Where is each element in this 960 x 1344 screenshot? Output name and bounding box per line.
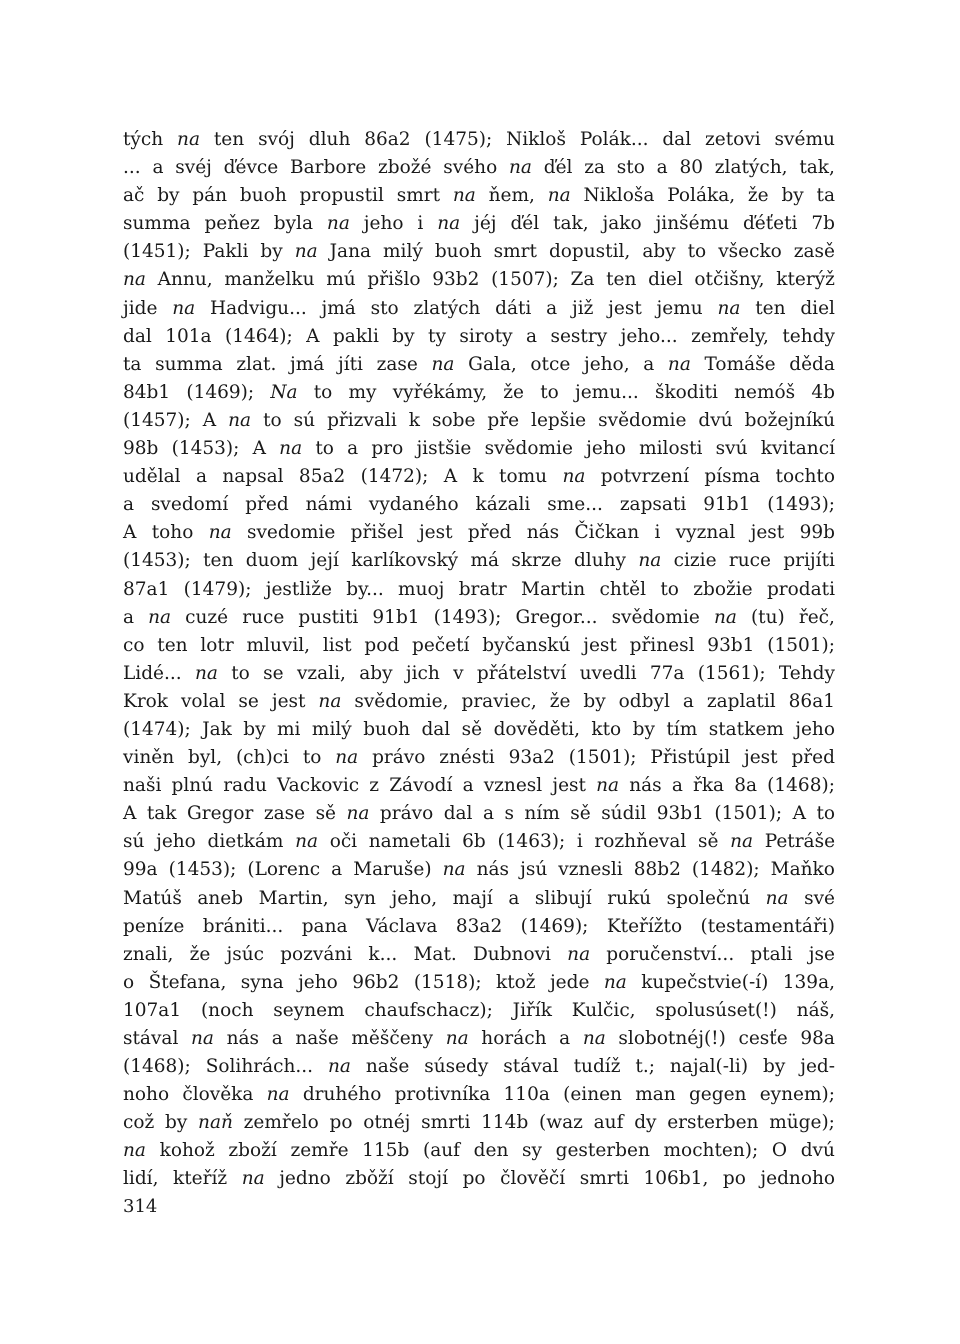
text-line: summa peňez byla na jeho i na jéj ďél tak, jako jinšému ďéťeti 7b: [123, 213, 835, 235]
text-line: a na cuzé ruce pustiti 91b1 (1493); Gregor... svědomie na (tu) řeč,: [123, 606, 835, 628]
text-line: ač by pán buoh propustil smrt na ňem, na Nikloša Poláka, že by ta: [123, 185, 836, 207]
text-line: na kohož zboží zemře 115b (auf den sy gesterben mochten); O dvú: [123, 1140, 835, 1162]
text-line: (1468); Solihrách... na naše súsedy stával tudíž t.; najal(-li) by jed-: [123, 1056, 835, 1078]
text-line: lidí, kteříž na jedno zbǒží stojí po člověčí smrti 106b1, po jednoho: [123, 1168, 836, 1190]
text-line: o Štefana, syna jeho 96b2 (1518); ktož jede na kupečstvie(-í) 139a,: [123, 971, 835, 993]
text-line: (1457); A na to sú přizvali k sobe pře lepšie svědomie dvú božejníkú: [123, 409, 836, 431]
text-line: naši plnú radu Vackovic z Závodí a vznesl jest na nás a řka 8a (1468);: [123, 775, 835, 797]
text-line: co ten lotr mluvil, list pod pečetí byčanskú jest přinesl 93b1 (1501);: [123, 634, 835, 656]
text-line: tých na ten svój dluh 86a2 (1475); Nikloš Polák... dal zetovi svému: [123, 129, 835, 150]
text-line: (1474); Jak by mi milý buoh dal sě dověděti, kto by tím statkem jeho: [123, 718, 835, 740]
text-line: 107a1 (noch seynem chaufschacz); Jiřík Kulčic, spolusúset(!) náš,: [123, 999, 835, 1021]
text-line: Matúš aneb Martin, syn jeho, mají a slibují rukú společnú na své: [123, 887, 836, 909]
text-line: (1453); ten duom její karlíkovský má skrze dluhy na cizie ruce prijíti: [123, 550, 835, 572]
text-line: stával na nás a naše měščeny na horách a na slobotnéj(!) cesťe 98a: [123, 1028, 835, 1049]
text-line: na Annu, manželku mú přišlo 93b2 (1507); Za ten diel otčišny, kterýž: [123, 269, 835, 291]
text-line: a svedomí před námi vydaného kázali sme... zapsati 91b1 (1493);: [123, 494, 836, 516]
text-line: A toho na svedomie přišel jest před nás Čičkan i vyznal jest 99b: [123, 522, 835, 544]
text-line: 98b (1453); A na to a pro jistšie svědomie jeho milosti svú kvitancí: [123, 438, 836, 460]
text-line: sú jeho dietkám na oči nametali 6b (1463); i rozhňeval sě na Petráše: [123, 831, 836, 853]
text-line: což by naň zemřelo po otnéj smrti 114b (waz auf dy ersterben müge);: [123, 1112, 835, 1134]
text-line: dal 101a (1464); A pakli by ty siroty a sestry jeho... zemřely, tehdy: [123, 325, 835, 347]
text-line: jide na Hadvigu... jmá sto zlatých dáti a již jest jemu na ten diel: [123, 297, 835, 319]
text-line: (1451); Pakli by na Jana milý buoh smrt dopustil, aby to všecko zasě: [123, 241, 835, 263]
text-line: Krok volal se jest na svědomie, praviec, že by odbyl a zaplatil 86a1: [123, 690, 835, 712]
text-line: 87a1 (1479); jestliže by... muoj bratr Martin chtěl to zbožie prodati: [123, 578, 836, 600]
text-line: 99a (1453); (Lorenc a Maruše) na nás jsú vznesli 88b2 (1482); Maňko: [123, 859, 835, 881]
text-line: Lidé... na to se vzali, aby jich v přátelství uvedli 77a (1561); Tehdy: [123, 662, 835, 684]
text-line: noho člověka na druhého protivníka 110a (einen man gegen eynem);: [123, 1084, 835, 1106]
text-line: 84b1 (1469); Na to my vyřékámy, že to jemu... škoditi nemóš 4b: [123, 381, 835, 403]
text-line: viněn byl, (ch)ci to na právo znésti 93a2 (1501); Přistúpil jest před: [123, 747, 835, 769]
text-line: znali, že jsúc pozváni k... Mat. Dubnovi na poručenství... ptali jse: [123, 943, 835, 965]
text-line: peníze brániti... pana Václava 83a2 (1469); Kteřížto (testamentáři): [123, 915, 835, 937]
body-text: [123, 126, 835, 1194]
text-line: ... a svéj ďévce Barbore zbožé svého na ďél za sto a 80 zlatých, tak,: [123, 157, 835, 179]
text-line: ta summa zlat. jmá jíti zase na Gala, otce jeho, a na Tomáše děda: [123, 353, 835, 375]
text-line: udělal a napsal 85a2 (1472); A k tomu na potvrzení písma tochto: [123, 466, 835, 488]
page-number: 314: [123, 1196, 158, 1217]
text-line: A tak Gregor zase sě na právo dal a s ním sě súdil 93b1 (1501); A to: [123, 803, 836, 825]
